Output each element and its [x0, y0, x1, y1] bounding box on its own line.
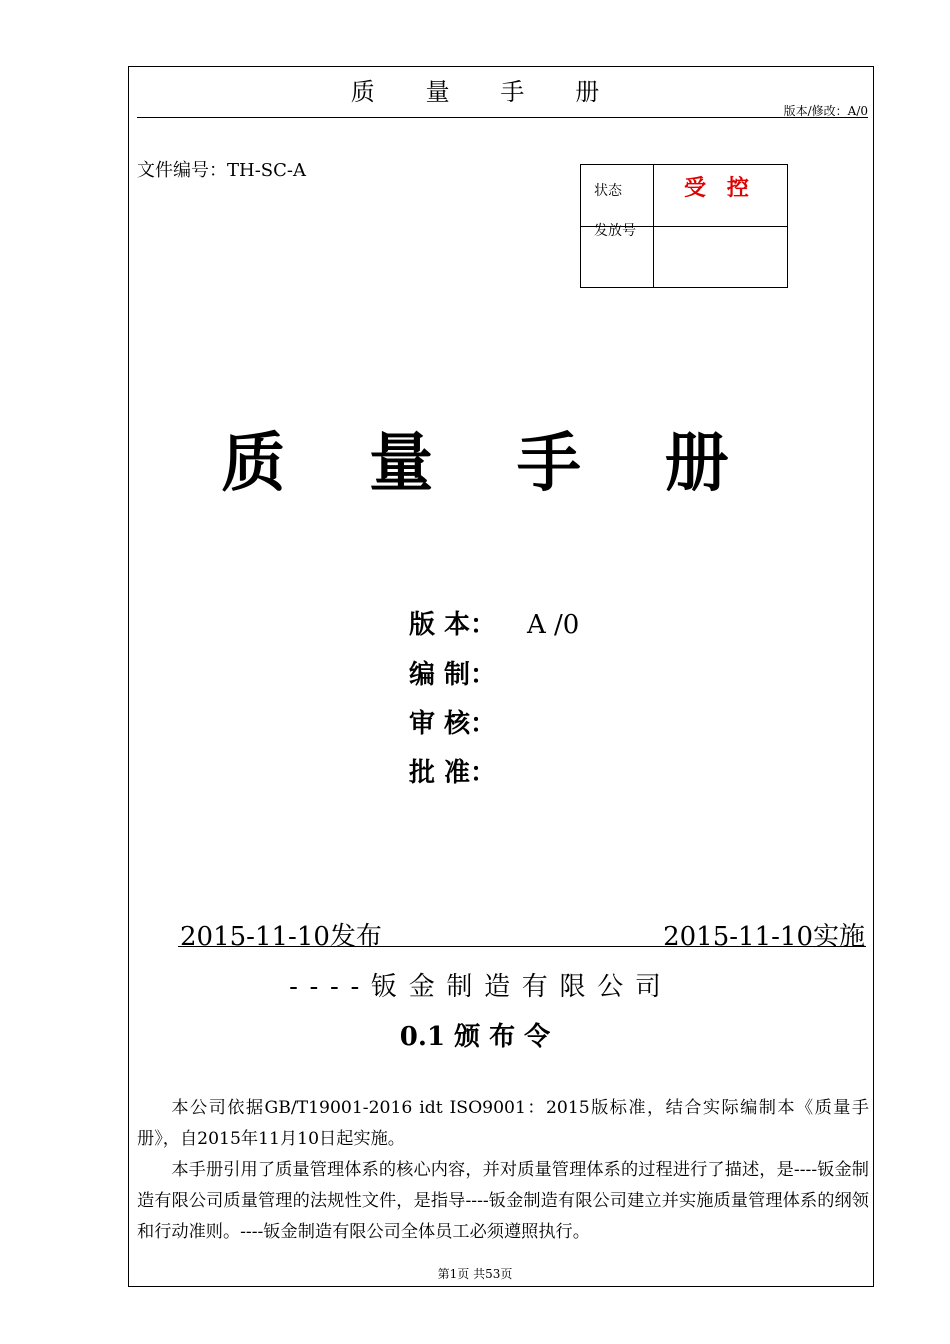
section-title: 0.1 颁 布 令 — [399, 1022, 551, 1052]
effective-date: 2015-11-10实施 — [663, 922, 865, 952]
status-controlled-value: 受 控 — [684, 175, 756, 201]
field-version — [409, 604, 579, 641]
date-underline — [178, 946, 866, 947]
file-number: 文件编号：TH-SC-A — [137, 160, 306, 181]
status-label: 状态 — [594, 183, 622, 199]
page-footer: 第1页 共53页 — [437, 1267, 513, 1281]
field-approved-label: 批 准： — [409, 758, 497, 788]
main-title: 质 量 手 册 — [221, 427, 760, 501]
field-version-label: 版 本： — [409, 610, 497, 640]
field-approved — [409, 752, 527, 789]
header-version: 版本/修改：A/0 — [783, 104, 868, 118]
issue-number-label: 发放号 — [594, 223, 636, 239]
header-title: 质 量 手 册 — [350, 78, 621, 106]
paragraph-2: 本手册引用了质量管理体系的核心内容，并对质量管理体系的过程进行了描述，是----钣金制造有限公司质量管理的法规性文件，是指导----钣金制造有限公司建立并实施质量管理体系的纲领和行动准则。----钣金制造有限公司全体员工必须遵照执行。 — [137, 1160, 869, 1242]
published-date: 2015-11-10发布 — [180, 922, 382, 952]
field-reviewed — [409, 703, 527, 740]
field-compiled-label: 编 制： — [409, 660, 497, 690]
company-name: ----钣金制造有限公司 — [289, 972, 673, 1002]
field-version-value: A /0 — [527, 610, 580, 640]
field-compiled — [409, 654, 527, 691]
paragraph-1: 本公司依据GB/T19001-2016 idt ISO9001：2015版标准，结合实际编制本《质量手册》，自2015年11月10日起实施。 — [137, 1098, 869, 1149]
field-reviewed-label: 审 核： — [409, 709, 497, 739]
header-rule — [137, 117, 868, 118]
